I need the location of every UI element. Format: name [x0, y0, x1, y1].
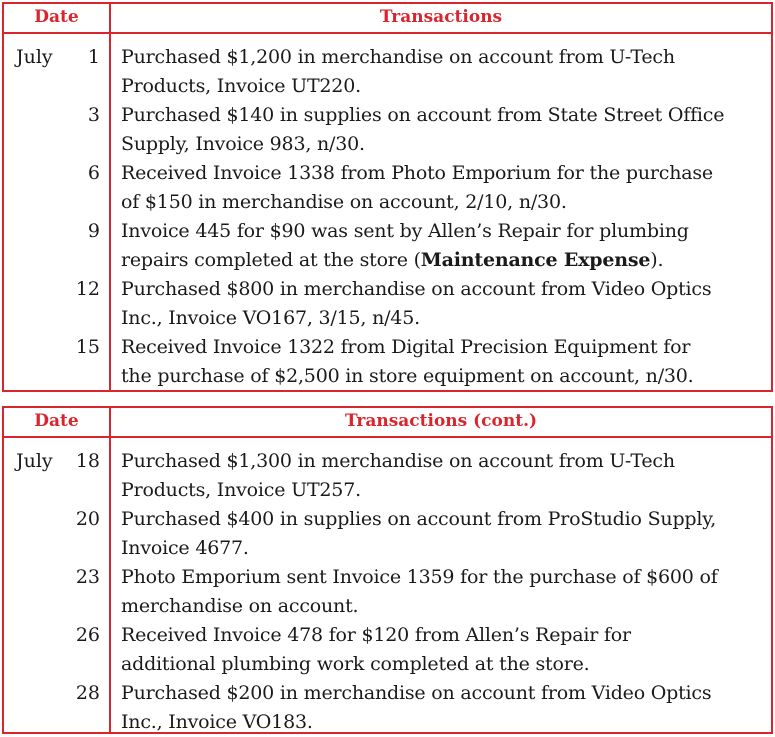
transaction-line: Received Invoice 1338 from Photo Emporium for the purchase: [121, 162, 713, 184]
day-cell: 20: [75, 508, 100, 530]
date-column-header: Date: [4, 408, 111, 436]
transaction-line: Purchased $200 in merchandise on account from Video Optics: [121, 682, 712, 704]
transaction-text: [121, 275, 761, 333]
day-cell: 15: [75, 336, 100, 358]
transaction-text: [121, 447, 761, 505]
table-row: [4, 333, 771, 391]
month-cell: July: [16, 46, 53, 68]
transaction-line: the purchase of $2,500 in store equipment on account, n/30.: [121, 365, 694, 387]
day-cell: 6: [87, 162, 100, 184]
day-cell: 9: [87, 220, 100, 242]
table-row: [4, 447, 771, 505]
transaction-line: merchandise on account.: [121, 595, 359, 617]
transaction-line: Received Invoice 478 for $120 from Allen’s Repair for: [121, 624, 631, 646]
transaction-text: [121, 563, 761, 621]
transaction-line: Received Invoice 1322 from Digital Precision Equipment for: [121, 336, 691, 358]
transaction-line: Inc., Invoice VO167, 3/15, n/45.: [121, 307, 420, 329]
transaction-line: Purchased $1,200 in merchandise on account from U-Tech: [121, 46, 675, 68]
transaction-line: Products, Invoice UT220.: [121, 75, 361, 97]
day-cell: 23: [75, 566, 100, 588]
transaction-line: Purchased $400 in supplies on account from ProStudio Supply,: [121, 508, 717, 530]
transaction-text: [121, 333, 761, 391]
transaction-line: Photo Emporium sent Invoice 1359 for the purchase of $600 of: [121, 566, 718, 588]
day-cell: 28: [75, 682, 100, 704]
transactions-column-header: Transactions: [379, 7, 503, 27]
transaction-line: additional plumbing work completed at the store.: [121, 653, 590, 675]
table-header: [4, 4, 771, 34]
day-cell: 26: [75, 624, 100, 646]
transaction-text: [121, 43, 761, 101]
table-row: [4, 679, 771, 737]
transaction-line: [121, 246, 761, 275]
transaction-text: [121, 505, 761, 563]
table-row: [4, 43, 771, 101]
transactions-column-header: Transactions (cont.): [344, 411, 538, 431]
transaction-text: [121, 679, 761, 737]
table-row: [4, 217, 771, 275]
transactions-table: [2, 2, 773, 392]
transaction-line: Inc., Invoice VO183.: [121, 711, 313, 733]
transaction-line: Purchased $140 in supplies on account from State Street Office: [121, 104, 725, 126]
table-row: [4, 621, 771, 679]
month-cell: July: [16, 450, 53, 472]
transaction-line: Products, Invoice UT257.: [121, 479, 361, 501]
table-row: [4, 101, 771, 159]
transaction-line: of $150 in merchandise on account, 2/10, n/30.: [121, 191, 567, 213]
transaction-line: Supply, Invoice 983, n/30.: [121, 133, 365, 155]
table-row: [4, 505, 771, 563]
date-column-header: Date: [4, 4, 111, 32]
transactions-continued-table: [2, 406, 773, 734]
transaction-text: [121, 101, 761, 159]
table-row: [4, 563, 771, 621]
transaction-text: [121, 621, 761, 679]
table-header: [4, 408, 771, 438]
transaction-line: Invoice 445 for $90 was sent by Allen’s Repair for plumbing: [121, 220, 689, 242]
day-cell: 18: [75, 450, 100, 472]
table-body: [4, 34, 771, 390]
table-body: [4, 438, 771, 732]
table-row: [4, 159, 771, 217]
transaction-text: [121, 159, 761, 217]
transaction-line: Purchased $1,300 in merchandise on account from U-Tech: [121, 450, 675, 472]
day-cell: 12: [75, 278, 100, 300]
table-row: [4, 275, 771, 333]
transaction-line-end: ).: [650, 249, 664, 271]
day-cell: 3: [87, 104, 100, 126]
transaction-line: Invoice 4677.: [121, 537, 249, 559]
day-cell: 1: [87, 46, 100, 68]
account-name-bold: Maintenance Expense: [420, 249, 651, 271]
transaction-text: [121, 217, 761, 275]
transaction-line-start: repairs completed at the store (: [121, 249, 421, 271]
transaction-line: Purchased $800 in merchandise on account from Video Optics: [121, 278, 712, 300]
